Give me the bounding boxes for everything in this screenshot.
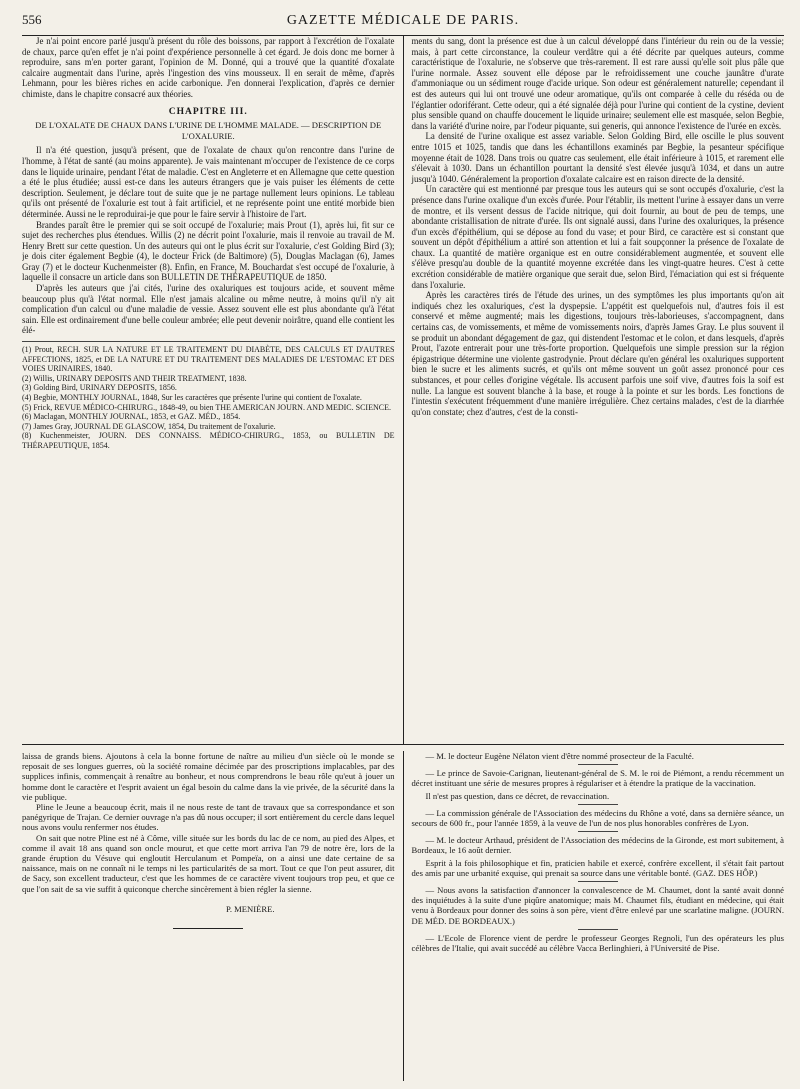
feuilleton-column	[22, 751, 404, 1081]
news-item: — M. le docteur Eugène Nélaton vient d'être nommé prosecteur de la Faculté.	[425, 751, 694, 761]
paragraph: Un caractère qui est mentionné par presque tous les auteurs qui se sont occupés d'oxalurie, c'est la présence dans l'urine oxalique d'un excès d'urée. Pour l'établir, ils mettent l'urine à essayer dans un verre de montre, et ils versent dessus de l'acide nitrique, qui doit fournir, au bout de peu de temps, une abondante cristallisation de nitrate d'urée. Ils ont signalé aussi, dans l'urine des oxaluriques, la présence d'un excès d'épithélium, qui se dépose au fond du vase; et pour Bird, ce caractère est si constant que souvent un dépôt d'épithélium a attiré son attention et lui a fait soupçonner la présence de l'oxalate de chaux. La quantité de matière organique est en outre considérablement augmentée, et souvent elle s'élève presqu'au double de la quantité moyenne excrétée dans les vingt-quatre heures. C'est à cette excrétion considérable de matière organique que serait due, selon Bird, l'émaciation qui est si fréquente dans l'oxalurie.	[411, 184, 784, 290]
end-rule	[173, 928, 243, 929]
paragraph: Brandes paraît être le premier qui se soit occupé de l'oxalurie; mais Prout (1), après lui, fit sur ce sujet des recherches plus étendues. Willis (2) ne décrit point l'oxalurie, mais il renvoie au travail de M. Henry Brett sur cette question. Un des auteurs qui ont le plus écrit sur l'oxalurie, c'est Golding Bird (3); je dois citer également Begbie (4), le docteur Frick (de Baltimore) (5), Douglas Maclagan (6), James Gray (7) et le docteur Kuchenmeister (8). Enfin, en France, M. Bouchardat s'est occupé de l'oxalurie, à laquelle il consacre un article dans son BULLETIN DE THÉRAPEUTIQUE de 1850.	[22, 219, 395, 283]
item-separator	[578, 804, 618, 805]
news-item: — Nous avons la satisfaction d'annoncer la convalescence de M. Chaumet, dont la santé avait donné des inquiétudes à la suite d'une piqûre anatomique; mais M. Chaumet fils, étudiant en médecine, qui était venu à Bordeaux pour donner des soins à son père, vient d'être enlevé par une scarlatine maligne. (JOURN. DE MÉD. DE BORDEAUX.)	[411, 885, 784, 926]
footnote: (8) Kuchenmeister, JOURN. DES CONNAISS. MÉDICO-CHIRURG., 1853, ou BULLETIN DE THÉRAPEUTIQUE, 1854.	[22, 431, 395, 450]
paragraph: La densité de l'urine oxalique est assez variable. Selon Golding Bird, elle oscille le plus souvent entre 1015 et 1025, tandis que dans les échantillons examinés par Begbie, la pesanteur spécifique moyenne était de 1028. Dans trois ou quatre cas seulement, elle était inférieure à 1015, et rarement elle s'élevait à 1030. Dans un échantillon pourtant la densité s'est élevée jusqu'à 1034, et dans un autre jusqu'à 1040. Généralement la proportion d'oxalate calcaire est en raison directe de la densité.	[411, 131, 784, 184]
paragraph: ments du sang, dont la présence est due à un calcul développé dans l'intérieur du rein ou de la vessie; mais, à part cette circonstance, la couleur verdâtre qui a été décrite par quelques auteurs, comme caractéristique de l'oxalurie, ne s'observe que très-rarement. Il est rare aussi qu'elle soit plus pâle que l'urine normale. Assez souvent elle dépose par le refroidissement une couche jaunâtre d'urate d'ammoniaque ou un sédiment rouge d'acide urique. Son odeur est généralement naturelle; cependant il est des auteurs qui lui ont trouvé une odeur aromatique, qu'ils ont comparée à celle du réséda ou de l'églantier odoriférant. Cette odeur, qui a été signalée déjà pour l'urine qui contient de la cystine, devient plus sensible quand on chauffe doucement le liquide urinaire; seulement elle est masquée, selon Begbie, dans la variété d'urine noire, par l'odeur piquante, sui generis, qui annonce l'existence de l'urée en excès.	[411, 36, 784, 131]
footnote-separator	[22, 341, 395, 342]
page-number: 556	[22, 12, 42, 27]
news-item: Il n'est pas question, dans ce décret, de revaccination.	[425, 790, 610, 801]
main-article	[22, 36, 784, 745]
chapter-subtitle: DE L'OXALATE DE CHAUX DANS L'URINE DE L'HOMME MALADE. — DESCRIPTION DE L'OXALURIE.	[35, 120, 382, 141]
news-item: — M. le docteur Arthaud, président de l'Association des médecins de la Gironde, est mort subitement, à Bordeaux, le 16 août dernier.	[411, 835, 784, 856]
item-separator	[578, 764, 618, 765]
paragraph: Il n'a été question, jusqu'à présent, que de l'oxalate de chaux qu'on rencontre dans l'urine de l'homme, à l'état de santé (au moins apparente). Je vais maintenant m'occuper de l'existence de ce corps dans le liquide urinaire, pendant l'état de maladie. C'est en Angleterre et en Allemagne que cette question a été le plus étudiée; aussi est-ce dans les auteurs étrangers que je vais puiser les éléments de cette description. Seulement, je déclare tout de suite que je ne partage nullement leurs opinions. Le tableau qu'ils ont présenté de l'oxalurie est tout à fait artificiel, et ne représente point une entité morbide bien déterminée. Aussi ne le reproduirai-je que pour le faire servir à l'histoire de l'art.	[22, 145, 395, 219]
news-item: — Le prince de Savoie-Carignan, lieutenant-général de S. M. le roi de Piémont, a rendu récemment un décret instituant une série de mesures propres à régulariser et à étendre la pratique de la vaccination.	[411, 768, 784, 789]
footnote: (3) Golding Bird, URINARY DEPOSITS, 1856.	[22, 383, 177, 393]
news-item: — L'Ecole de Florence vient de perdre le professeur Georges Regnoli, l'un des opérateurs les plus célèbres de l'Italie, qui avait succédé au célèbre Vacca Berlinghieri, à l'Université de Pise.	[411, 932, 784, 954]
item-separator	[578, 929, 618, 930]
news-item: — La commission générale de l'Association des médecins du Rhône a voté, dans sa dernière séance, un secours de 600 fr., pour l'année 1859, à la veuve de l'un de nos plus honorables confrères de Lyon.	[411, 807, 784, 829]
footnote: (2) Willis, URINARY DEPOSITS AND THEIR TREATMENT, 1838.	[22, 373, 247, 383]
running-title: GAZETTE MÉDICALE DE PARIS.	[286, 13, 520, 28]
item-separator	[578, 831, 618, 832]
left-column	[22, 36, 404, 744]
intro-paragraph: Je n'ai point encore parlé jusqu'à présent du rôle des boissons, par rapport à l'excrétion de l'oxalate de chaux, parce qu'en effet je n'ai point d'expérience personnelle à cet égard. Je dois donc me borner à reproduire, sans m'en porter garant, l'opinion de M. Donné, qui a trouvé que la quantité d'oxalate calcaire augmentait dans l'urine, après l'ingestion des vins mousseux. Il en serait de même, d'après Lehmann, pour les bières riches en acide carbonique. J'en donnerai l'explication, d'après ce dernier chimiste, dans le chapitre consacré aux théories.	[22, 36, 395, 99]
news-item: Esprit à la fois philosophique et fin, praticien habile et exercé, confrère excellent, il s'était fait partout des amis par une urbanité exquise, qui prenait sa source dans une véritable bonté. (GAZ. DES HÔP.)	[411, 857, 784, 878]
author-signature: P. MENIÈRE.	[226, 903, 275, 914]
right-column	[404, 36, 785, 744]
paragraph: On sait que notre Pline est né à Côme, ville située sur les bords du lac de ce nom, au pied des Alpes, et comme il avait 18 ans quand son oncle mourut, et que cette mort arriva l'an 79 de notre ère, lors de la grande éruption du Vésuve qui engloutit Herculanum et Pompeïa, on a ainsi une date certaine de sa naissance, mais on ne connaît ni le temps ni les particularités de sa mort. Tout ce que l'on peut assurer, dit de Sacy, son excellent traducteur, c'est que les hommes de ce caractère vivent toujours trop peu, et que ce que l'on sait de sa vie suffit à quiconque cherche sincèrement à bien régler la sienne.	[22, 832, 395, 894]
paragraph: Après les caractères tirés de l'étude des urines, un des symptômes les plus importants qu'on ait indiqués chez les oxaluriques, c'est la dyspepsie. L'appétit est quelquefois nul, d'autres fois il est conservé et même augmenté; mais les digestions, toujours très-laborieuses, s'accompagnent, dans certains cas, de vomissements, et même de vomissements noirs, d'après James Gray. Le plus souvent il se produit un abondant dégagement de gaz, qui distendent l'estomac et le colon, et dans lesquels, d'après Prout, l'azote entrerait pour une très-forte proportion. Quelquefois une simple pression sur la région épigastrique détermine une violente gastrodynie. Prout déclare qu'en général les oxaluriques supportent bien le sucre et les aliments sucrés, et qu'ils ont même souvent un goût assez prononcé pour ces substances, et pour celles d'origine végétale. Ils accusent parfois une soif vive, d'autres fois la soif est nulle. La langue est souvent blanche à la base, et rouge à la pointe et sur les bords. Les fonctions de l'intestin s'exécutent fréquemment d'une manière irrégulière. Chez certains malades, c'est de la diarrhée qu'on constate; chez d'autres, c'est de la consti-	[411, 290, 784, 417]
paragraph: laissa de grands biens. Ajoutons à cela la bonne fortune de naître au milieu d'un siècle où le monde se reposait de ses longues guerres, où la société romaine décimée par des proscriptions implacables, par des supplices infinis, commençait à renaître au bonheur, et nous comprendrons le beau rôle qu'eut à jouer un homme dont le caractère et l'esprit avaient un égal besoin du calme dans la vie privée, de la sécurité dans la vie publique.	[22, 751, 395, 802]
item-separator	[578, 881, 618, 882]
footnote: (7) James Gray, JOURNAL DE GLASCOW, 1854, Du traitement de l'oxalurie.	[22, 421, 276, 431]
chapter-title: CHAPITRE III.	[168, 106, 248, 117]
footnote: (5) Frick, REVUE MÉDICO-CHIRURG., 1848-49, ou bien THE AMERICAN JOURN. AND MEDIC. SCIENCE.	[22, 402, 391, 412]
paragraph: D'après les auteurs que j'ai cités, l'urine des oxaluriques est toujours acide, et souvent même beaucoup plus qu'à l'état normal. Elle n'est jamais alcaline ou même neutre, à moins qu'il n'y ait complication d'un calcul ou d'une maladie de vessie. Assez souvent elle est plus abondante qu'à l'état sain. Elle est ordinairement d'une belle couleur ambrée; elle peut devenir noirâtre, quand elle contient les élé-	[22, 283, 395, 336]
footnote: (1) Prout, RECH. SUR LA NATURE ET LE TRAITEMENT DU DIABÈTE, DES CALCULS ET D'AUTRES AFFECTIONS, 1825, et DE LA NATURE ET DU TRAITEMENT DES MALADIES DE L'ESTOMAC ET DES VOIES URINAIRES, 1840.	[22, 345, 395, 374]
feuilleton-section	[22, 745, 784, 1081]
news-column	[404, 751, 785, 1081]
paragraph: Pline le Jeune a beaucoup écrit, mais il ne nous reste de tant de travaux que sa correspondance et son panégyrique de Trajan. Ce dernier ouvrage n'a pas dû nous occuper; il sort entièrement du cercle dans lequel nous avons voulu renfermer nos études.	[22, 802, 395, 833]
footnote: (4) Begbie, MONTHLY JOURNAL, 1848, Sur les caractères que présente l'urine qui contient de l'oxalate.	[22, 393, 362, 402]
footnote: (6) Maclagan, MONTHLY JOURNAL, 1853, et GAZ. MÉD., 1854.	[22, 412, 241, 422]
page-header	[22, 12, 784, 36]
